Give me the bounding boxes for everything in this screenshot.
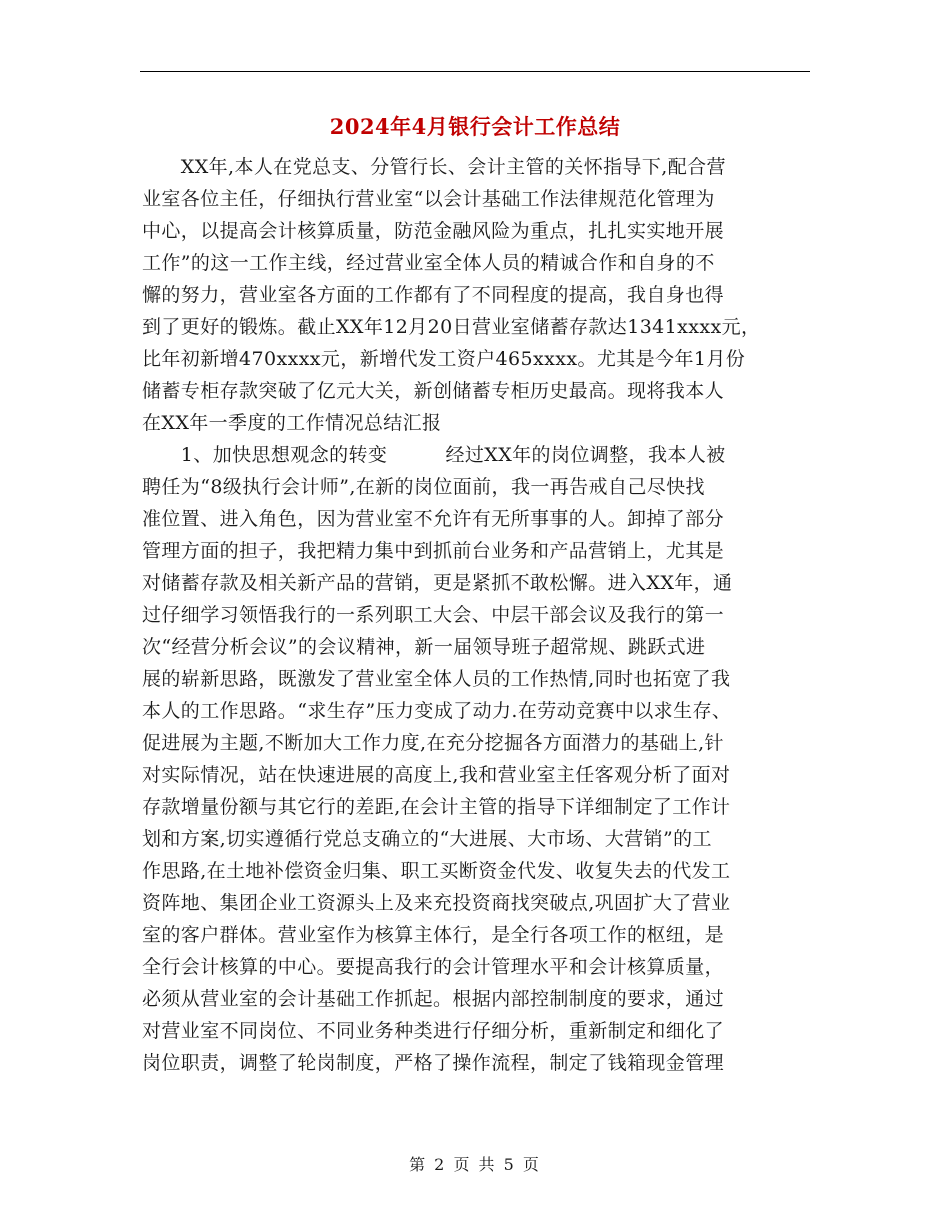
body-text-line: 展的崭新思路，既激发了营业室全体人员的工作热情,同时也拓宽了我 bbox=[142, 668, 731, 690]
body-text-line: 室的客户群体。营业室作为核算主体行，是全行各项工作的枢纽，是 bbox=[142, 924, 725, 946]
body-text-line: 储蓄专柜存款突破了亿元大关，新创储蓄专柜历史最高。现将我本人 bbox=[142, 380, 725, 402]
body-text-line: 对储蓄存款及相关新产品的营销，更是紧抓不敢松懈。进入XX年，通 bbox=[142, 572, 733, 594]
body-text-line: 懈的努力，营业室各方面的工作都有了不同程度的提高，我自身也得 bbox=[142, 284, 725, 306]
body-text-line: 管理方面的担子，我把精力集中到抓前台业务和产品营销上，尤其是 bbox=[142, 540, 725, 562]
body-text-line: 对营业室不同岗位、不同业务种类进行仔细分析，重新制定和细化了 bbox=[142, 1020, 725, 1042]
body-text-line: 促进展为主题,不断加大工作力度,在充分挖掘各方面潜力的基础上,针 bbox=[142, 732, 724, 754]
body-text-line: 次“经营分析会议”的会议精神，新一届领导班子超常规、跳跃式进 bbox=[142, 636, 706, 658]
document-body bbox=[142, 151, 812, 1079]
body-text-line: 资阵地、集团企业工资源头上及来充投资商找突破点,巩固扩大了营业 bbox=[142, 892, 731, 914]
body-text-line: 准位置、进入角色，因为营业室不允许有无所事事的人。卸掉了部分 bbox=[142, 508, 725, 530]
body-text-line: 到了更好的锻炼。截止XX年12月20日营业室储蓄存款达1341xxxx元， bbox=[142, 316, 761, 338]
body-text-line: 1、加快思想观念的转变 经过XX年的岗位调整，我本人被 bbox=[142, 444, 726, 466]
body-text-line: 对实际情况，站在快速进展的高度上,我和营业室主任客观分析了面对 bbox=[142, 764, 731, 786]
body-text-line: 业室各位主任，仔细执行营业室“以会计基础工作法律规范化管理为 bbox=[142, 188, 715, 210]
body-text-line: 作思路,在土地补偿资金归集、职工买断资金代发、收复失去的代发工 bbox=[142, 860, 731, 882]
body-text-line: 在XX年一季度的工作情况总结汇报 bbox=[142, 412, 442, 434]
body-text-line: 聘任为“8级执行会计师”,在新的岗位面前，我一再告戒自己尽快找 bbox=[142, 476, 705, 498]
body-text-line: 工作”的这一工作主线，经过营业室全体人员的精诚合作和自身的不 bbox=[142, 252, 715, 274]
body-text-line: 比年初新增470xxxx元，新增代发工资户465xxxx。尤其是今年1月份 bbox=[142, 348, 746, 370]
document-title: 2024年4月银行会计工作总结 bbox=[329, 114, 621, 139]
body-text-line: 中心，以提高会计核算质量，防范金融风险为重点，扎扎实实地开展 bbox=[142, 220, 725, 242]
header-rule bbox=[140, 71, 810, 72]
body-text-line: 必须从营业室的会计基础工作抓起。根据内部控制制度的要求，通过 bbox=[142, 988, 725, 1010]
page-number: 第 2 页 共 5 页 bbox=[409, 1155, 541, 1174]
body-text-line: 本人的工作思路。“求生存”压力变成了动力.在劳动竞赛中以求生存、 bbox=[142, 700, 732, 722]
body-text-line: 全行会计核算的中心。要提高我行的会计管理水平和会计核算质量， bbox=[142, 956, 725, 978]
body-text-line: 存款增量份额与其它行的差距,在会计主管的指导下详细制定了工作计 bbox=[142, 796, 731, 818]
body-text-line: 划和方案,切实遵循行党总支确立的“大进展、大市场、大营销”的工 bbox=[142, 828, 712, 850]
body-text-line: 过仔细学习领悟我行的一系列职工大会、中层干部会议及我行的第一 bbox=[142, 604, 725, 626]
body-text-line: 岗位职责，调整了轮岗制度，严格了操作流程，制定了钱箱现金管理 bbox=[142, 1052, 725, 1074]
body-text-line: XX年,本人在党总支、分管行长、会计主管的关怀指导下,配合营 bbox=[142, 156, 726, 178]
